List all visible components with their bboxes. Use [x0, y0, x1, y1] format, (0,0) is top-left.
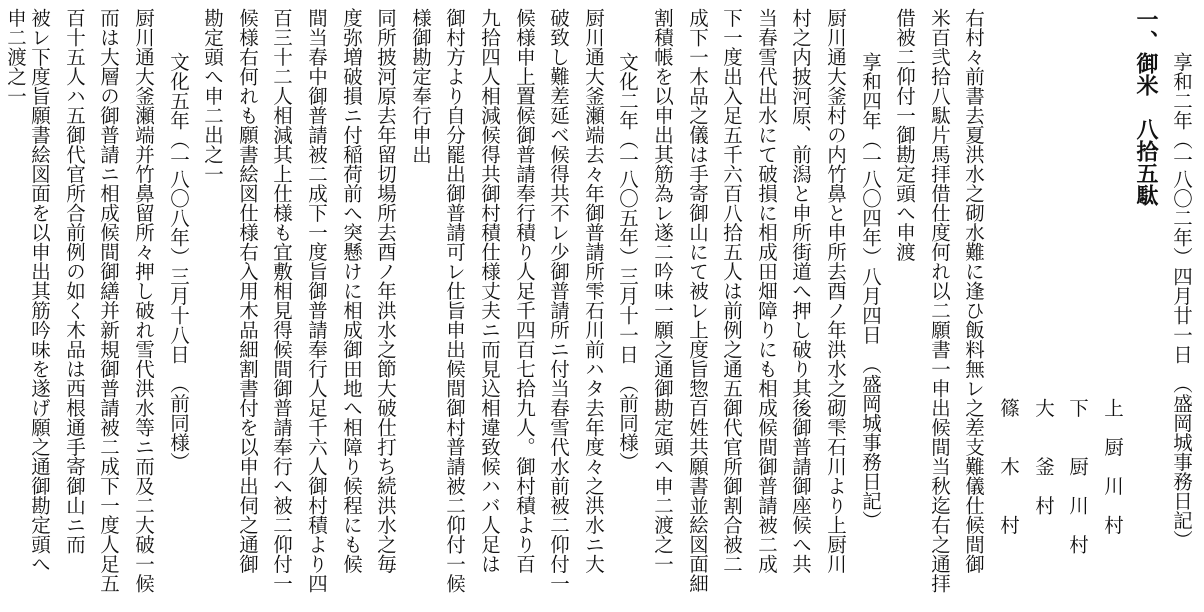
- text-column: 間当春中御普請被二成下一度旨御普請奉行人足千六人御村積より四: [305, 8, 328, 593]
- text-column: 下 厨 川 村: [1066, 398, 1089, 554]
- text-column: 候様右何れも願書絵図仕様右入用木品細割書付を以申出伺之通御: [236, 8, 259, 574]
- text-column: 割積帳を以申出其筋為レ遂二吟味一願之通御勘定頭へ申二渡之一: [651, 8, 674, 574]
- text-column: 村之内披河原、前潟と申所街道へ押し破り其後御普請御座候へ共: [789, 8, 812, 574]
- text-column: 大 釜 村: [1032, 398, 1055, 515]
- text-column: 百十五人ハ五御代官所合前例の如く木品は西根通手寄御山ニ而: [63, 8, 86, 554]
- text-column: 破致し難差延ベ候得共不レ少御普請所ニ付当春雪代水前被二仰付一: [547, 8, 570, 593]
- text-column: 借被二仰付一御勘定頭へ申渡: [893, 8, 916, 262]
- text-column: 度弥増破損ニ付稲荷前へ突懸けに相成御田地へ相障り候程にも候: [340, 8, 363, 574]
- text-column: 一、御米 八拾五駄: [1133, 8, 1159, 206]
- text-column: 百三十二人相減其上仕様も宜敷相見得候間御普請奉行へ被二仰付一: [270, 8, 293, 593]
- text-column: 享和四年（一八〇四年）八月四日 （盛岡城事務日記）: [859, 52, 882, 530]
- text-column: 御村方より自分罷出御普請可レ仕旨申出候間御村普請被二仰付一候: [443, 8, 466, 593]
- text-column: 勘定頭へ申二出之一: [201, 8, 224, 184]
- text-column: 而は大層の御普請ニ相成候間御繕并新規御普請被二成下一度人足五: [97, 8, 120, 593]
- text-column: 被レ下度旨願書絵図面を以申出其筋吟味を遂げ願之通御勘定頭へ: [28, 8, 51, 574]
- text-column: 厨川通大釜瀬端并竹鼻留所々押し破れ雪代洪水等ニ而及二大破一候: [132, 8, 155, 593]
- text-column: 厨川通大釜村の内竹鼻と申所去酉ノ年洪水之砌雫石川より上厨川: [824, 8, 847, 574]
- text-column: 右村々前書去夏洪水之砌水難に逢ひ飯料無レ之差支難儀仕候間御: [962, 8, 985, 574]
- text-column: 九拾四人相減候得共御村積仕様丈夫ニ而見込相違致候ハバ人足は: [478, 8, 501, 574]
- text-column: 文化二年（一八〇五年）三月十一日 （前同様）: [616, 52, 639, 472]
- text-column: 様御勘定奉行申出: [409, 8, 432, 164]
- text-column: 享和二年（一八〇二年）四月廿一日 （盛岡城事務日記）: [1170, 52, 1193, 550]
- text-column: 候様申上置候御普請奉行積り人足千四百七拾九人。御村積より百: [513, 8, 536, 574]
- text-column: 厨川通大釜瀬端去々年御普請所雫石川前ハタ去年度々之洪水ニ大: [582, 8, 605, 574]
- text-column: 米百弐拾八駄片馬拝借仕度何れ以二願書一申出候間当秋迄右之通拝: [928, 8, 951, 593]
- text-column: 文化五年（一八〇八年）三月十八日 （前同様）: [167, 52, 190, 472]
- text-column: 上 厨 川 村: [1101, 398, 1124, 535]
- text-column: 申二渡之一: [4, 8, 27, 106]
- text-column: 同所披河原去年留切場所去酉ノ年洪水之節大破仕打ち続洪水之毎: [374, 8, 397, 574]
- text-column: 当春雪代出水にて破損に相成田畑障りにも相成候間御普請被二成: [755, 8, 778, 574]
- text-column: 篠 木 村: [997, 398, 1020, 535]
- text-column: 下一度出入足五千六百八拾五人は前例之通五御代官所御割合被二: [720, 8, 743, 574]
- text-column: 成下一木品之儀は手寄御山にて被レ上度旨惣百姓共願書並絵図面細: [686, 8, 709, 593]
